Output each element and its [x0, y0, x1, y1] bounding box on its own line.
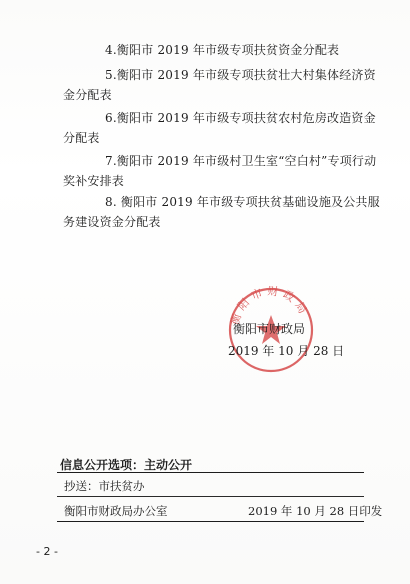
- divider-top: [57, 472, 364, 473]
- attachment-item-8: 8. 衡阳市 2019 年市级专项扶贫基础设施及公共服: [105, 195, 380, 209]
- signature-date: 2019 年 10 月 28 日: [228, 344, 345, 358]
- divider-middle: [57, 496, 364, 497]
- info-public-option: 信息公开选项：主动公开: [60, 458, 193, 472]
- attachment-item-7-cont: 奖补安排表: [63, 174, 125, 188]
- footer-issuer: 衡阳市财政局办公室: [64, 504, 168, 518]
- attachment-item-7: 7.衡阳市 2019 年市级村卫生室“空白村”专项行动: [105, 154, 377, 168]
- attachment-item-5: 5.衡阳市 2019 年市级专项扶贫壮大村集体经济资: [105, 68, 376, 82]
- divider-bottom: [57, 521, 364, 522]
- attachment-item-6-cont: 分配表: [63, 131, 100, 145]
- attachment-item-8-cont: 务建设资金分配表: [63, 215, 161, 229]
- attachment-item-6: 6.衡阳市 2019 年市级专项扶贫农村危房改造资金: [105, 111, 376, 125]
- attachment-item-4: 4.衡阳市 2019 年市级专项扶贫资金分配表: [105, 43, 340, 57]
- attachment-item-5-cont: 金分配表: [63, 88, 112, 102]
- signature-org: 衡阳市财政局: [233, 322, 306, 336]
- cc-line: 抄送：市扶贫办: [64, 479, 145, 493]
- page-number: - 2 -: [36, 545, 58, 558]
- footer-date: 2019 年 10 月 28 日印发: [248, 504, 383, 518]
- seal-text: 衡阳市财政局: [228, 285, 312, 327]
